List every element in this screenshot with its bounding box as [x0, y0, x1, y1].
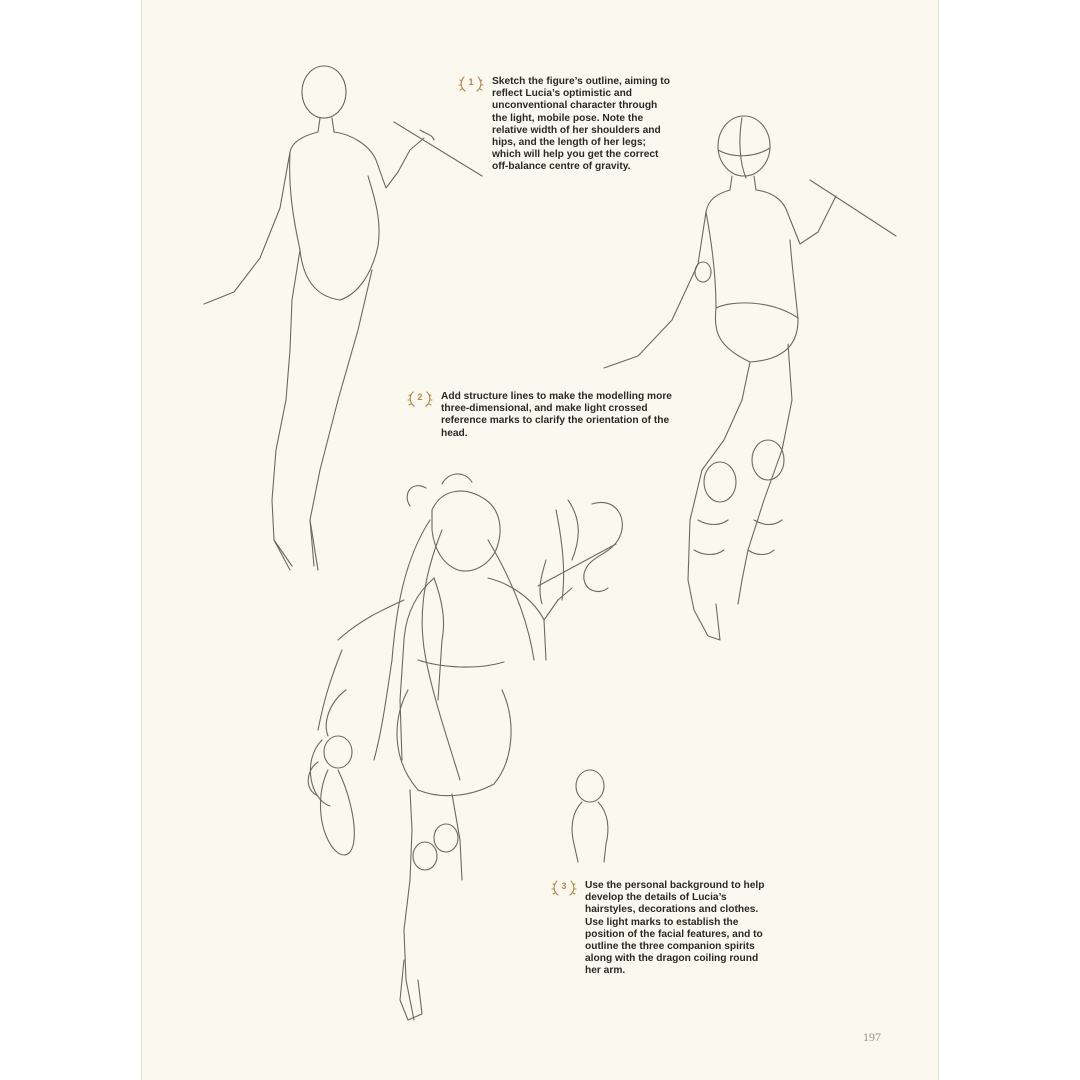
figure-structure-sketch: [604, 116, 896, 640]
step-3-number: 3: [561, 881, 567, 891]
step-3-text: Use the personal background to help develop the details of Lucia’s hairstyles, decorations and clothes. Use light marks to establish the position of the facial features, and to outline the three companion spirits along with the dragon coiling round her arm.: [585, 880, 765, 977]
step-2-number: 2: [417, 392, 423, 402]
step-1-badge: [458, 74, 484, 94]
step-3: [551, 880, 773, 978]
book-page: [142, 0, 938, 1080]
figure-outline-sketch: [204, 66, 482, 570]
step-1-number: 1: [468, 77, 474, 87]
step-1: [458, 76, 672, 174]
step-1-text: Sketch the figure’s outline, aiming to reflect Lucia’s optimistic and unconventional character through the light, mobile pose. Note the relative width of her shoulders and hips, and the length of her legs; which will help you get the correct off-balance centre of gravity.: [492, 76, 670, 173]
step-2: [407, 391, 687, 440]
step-2-badge: [407, 389, 433, 409]
page-number: 197: [863, 1030, 881, 1044]
step-3-badge: [551, 878, 577, 898]
step-2-text: Add structure lines to make the modelling more three-dimensional, and make light crossed reference marks to clarify the orientation of the head.: [441, 391, 672, 439]
